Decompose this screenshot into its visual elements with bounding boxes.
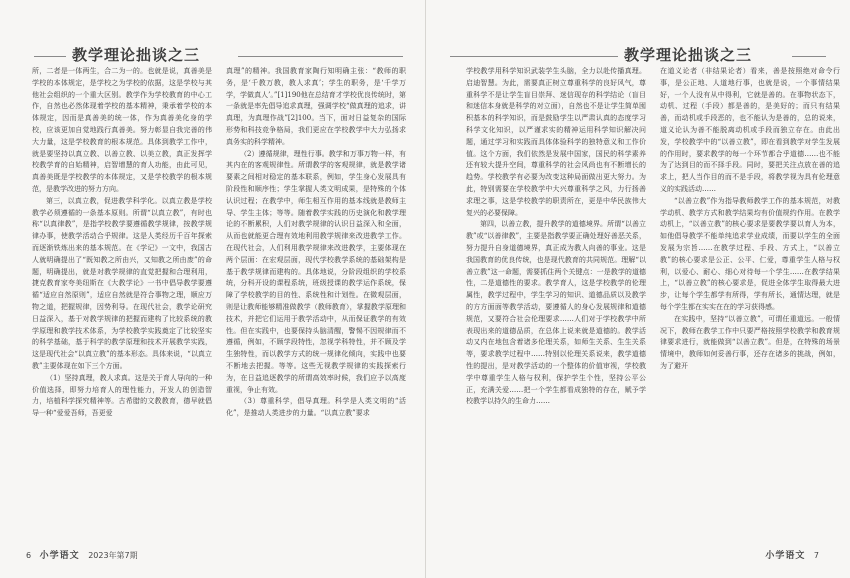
right-page (425, 0, 850, 578)
paragraph: 在道义论者（非结果论者）看来，善是按照绝对命令行事，是公正地、人道地行事，也就是说，一个事情结果好，一个人没有从中得利，它就是善的。在事物状态下，动机、过程（手段）都是善的，是美好的；而只有结果善，而动机或手段恶的，也不能认为是善的，总的说来，道义论认为善不能脱离动机或手段而独立存在。由此出发，学校教学中的“以善立教”，即在看到教学对学生发展的作用时，要求教学的每一个环节都合乎道德……也不能为了达到目的而不择手段。同时，要把关注点放在善的追求上，把人当作目的而不是手段，将教学视为具有伦理意义的实践活动…… (660, 67, 840, 193)
page-number: 7 (813, 551, 819, 560)
paragraph: 第四，以善立教，提升教学的道德境界。所谓“以善立教”或“以善律教”，主要是指教学要正确处理好善恶关系，努力提升自身道德境界，真正成为教人向善的事业。这是我国教育的优良传统，也是现代教育的共同规范。理解“以善立教”这一命题，需要抓住两个关键点：一是教学的道德性，二是道德性的要求。教学育人，这是学校教学的伦理属性，教学过程中，学生学习的知识、道德品质以及教学的方方面面等教学活动，要遵循人的身心发展规律和道德规范，又要符合社会伦理要求……人们对于学校教学中所表现出来的道德品质，在总体上说来就是道德的。教学活动又内在地包含着诸多伦理关系，如师生关系、生生关系等，要求教学过程中……特别以伦理关系说来，教学道德性的提出，是对教学活动的一个整体的价值审视，学校教学中尊重学生人格与权利，保护学生个性，坚持公平公正，充满关爱……把一个学生都看成独特的存在，赋予学校教学以持久的生命力…… (466, 220, 646, 406)
left-running-header (0, 22, 425, 62)
paragraph: 学校教学用科学知识武装学生头脑，全力以赴传播真理。启迪智慧。为此，需要真正树立尊重科学的良好风气，尊重科学不是让学生盲目崇拜、迷信现存的科学结论（盲目和迷信本身就是科学的对立面），自然也不是让学生简单囤积基本的科学知识，而是鼓励学生以严肃认真的态度学习科学文化知识，以严谨求实的精神运用科学知识解决问题，通过学习和实践而具体体验科学的独特意义和工作价值。这个方面，我们依然是发展中国家，国民的科学素养还有较大提升空间，尊重科学的社会风尚也有不断增长的趋势。学校教学有必要为改变这种局面做出更大努力。为此，特别需要在学校教学中大兴尊重科学之风，力行扬善求理之事，这是学校教学的职责所在，更是中华民族伟大复兴的必要保障。 (466, 67, 646, 217)
magazine-logo: 小学语文 (765, 551, 806, 561)
right-running-header (426, 22, 850, 62)
left-column-2 (226, 66, 406, 536)
right-header-title: 教学理论拙谈之三 (624, 46, 753, 64)
issue-label: 2023年第7期 (88, 551, 138, 560)
header-rule (450, 56, 618, 57)
header-rule (238, 56, 403, 57)
right-column-2 (660, 66, 840, 536)
left-footer (26, 548, 144, 561)
paragraph: “以善立教”作为指导教师教学工作的基本规范，对教学动机、教学方式和教学结果均有价值规约作用。在教学动机上，“以善立教”的核心要求是要教学要以育人为本，如他倡导教学不能单纯追求学业成绩，而要以学生的全面发展为宗旨……在教学过程、手段、方式上，“以善立教”的核心要求是公正、公平、仁爱，尊重学生人格与权利，以爱心、耐心、细心对待每一个学生……在教学结果上，“以善立教”的核心要求是，促进全体学生取得最大进步，让每个学生都学有所得，学有所长，通情达理，就是每个学生都在实实在在的学习获得感。 (660, 196, 840, 311)
right-body (466, 66, 840, 536)
paragraph: （1）坚持真理，教人求真。这是关于育人导向的一种价值选择，即努力培育人的理性能力，开发人的创造智力，培植科学探究精神等。古希腊的文教教育，德早就倡导一种“爱爱吾师，吾更爱 (32, 373, 212, 418)
page-number: 6 (26, 551, 32, 560)
paragraph: 在实践中，坚持“以善立教”，可谓任重道远。一般情况下，教师在教学工作中只要严格按照学校教学和教育规律要求进行，就能做到“以善立教”。但是，在特殊的场景情境中，教师如何妥善行事，还存在诸多的挑战，例如，为了避开 (660, 314, 840, 370)
paragraph: （3）尊重科学，倡导真理。科学是人类文明的“活化”，是推动人类进步的力量。“以真立教”要求 (226, 397, 406, 418)
left-body (32, 66, 406, 536)
header-rule (34, 56, 66, 57)
paragraph: 真理”的精神。我国教育家陶行知明确主张：“教师的职务，是‘千教万教，教人求真’；学生的职务，是‘千学万学，学做真人’。”[1]190他在总结育才学校优良传统时，第一条就是率先倡导追求真理，强调学校“做真理的追求，讲真理，为真理作战”[2]100。当下，面对日益复杂的国际形势和科技竞争格局，我们更应在学校教学中大力弘扬求真务实的科学精神。 (226, 67, 406, 146)
magazine-logo: 小学语文 (39, 551, 80, 561)
paragraph: 第三，以真立教，促进教学科学化。以真立教是学校教学必须遵循的一条基本原则。所谓“以真立教”，有时也称“以真律教”，是指学校教学要遵循教学规律，按教学规律办事，使教学活动合乎规律。这是人类经历千百年探索而逐渐铁炼出来的基本规范。在《学记》一文中，我国古人就明确提出了“既知教之所由兴，又知教之所由废”的命题，明确提出，就是对教学规律的直觉把握和合理利用，捷克教育家夸美纽斯在《大教学论》一书中倡导教学要遵循“适应自然原则”，适应自然就是符合事物之理，顺应万物之道，把握规律，因势利导。在现代社会，教学论研究日益深入，基于对教学规律的把握而建构了比较系统的教学原理和教学技术体系，为学校教学实践奠定了比较坚实的科学基础，基于科学的教学原理和技术开展教学实践，这是现代社会“以真立教”的基本形态。具体来说，“以真立教”主要体现在如下三个方面。 (32, 196, 212, 370)
header-rule (792, 56, 826, 57)
right-column-1 (466, 66, 646, 536)
paragraph: （2）遵循规律，理性行事。教学和万事万物一样，有其内在的客观规律性。所谓教学的客观规律，就是教学诸要素之间相对稳定的基本联系，例如，学生身心发展具有阶段性和顺序性；学生掌握人类文明成果，是特殊的个体认识过程；在教学中，师生相互作用的基本线就是教师主导、学生主体；等等。随着教学实践的历史演化和教学理论的不断累积，人们对教学规律的认识日益深入和全面，从而也就能更合理有效地利用教学规律来改进教学工作。在现代社会，人们利用教学规律来改进教学，主要体现在两个层面：在宏观层面，现代学校教学系统的基础架构是基于教学规律而建构的。具体地说，分阶段组织的学校系统，分科开设的课程系统，班级授课的教学运作系统，保障了学校教学的目的性、系统性和计划性。在微观层面，则是让教师能够精准做教学（教师教育），掌握教学原理和技术，并把它们运用于教学活动中，从而保证教学的有效性。但在实践中，也要保持头脑清醒，警惕不因规律而不遵循，例如，不顾学段特性，忽视学科特性，并不顾及学生独特性，而以教学方式的统一规律化倾向，实践中也要不断地去把握。等等。这些无视教学规律的实践探索行为，在日益追逐教学的所谓高效率时候，我们应予以高度重视，争止有效。 (226, 149, 406, 394)
right-footer (765, 548, 825, 561)
paragraph: 所，二者是一体两生，合二为一的。也就是说，真善美是学校的本体规定，是学校之为学校的依据，这是学校与其他社会组织的一个重大区别。教学作为学校教育的中心工作，自然也必然体现着学校的基本精神，秉承着学校的本体规定，因而是真善美的统一体，作为真善美化身的学校，应该更加自觉地践行真善美。努力彰显自我完善的伟大力量，这是学校教育的根本规范。具体到教学工作中，就是要坚持以真立教、以善立教、以美立教，真正发挥学校教学育的自始精神，启智增慧的育人功能，由此可见，真善美既是学校教学的本体规定，又是学校教学的根本规范，是教学改进的努力方向。 (32, 67, 212, 193)
left-header-title: 教学理论拙谈之三 (72, 46, 201, 64)
left-column-1 (32, 66, 212, 536)
